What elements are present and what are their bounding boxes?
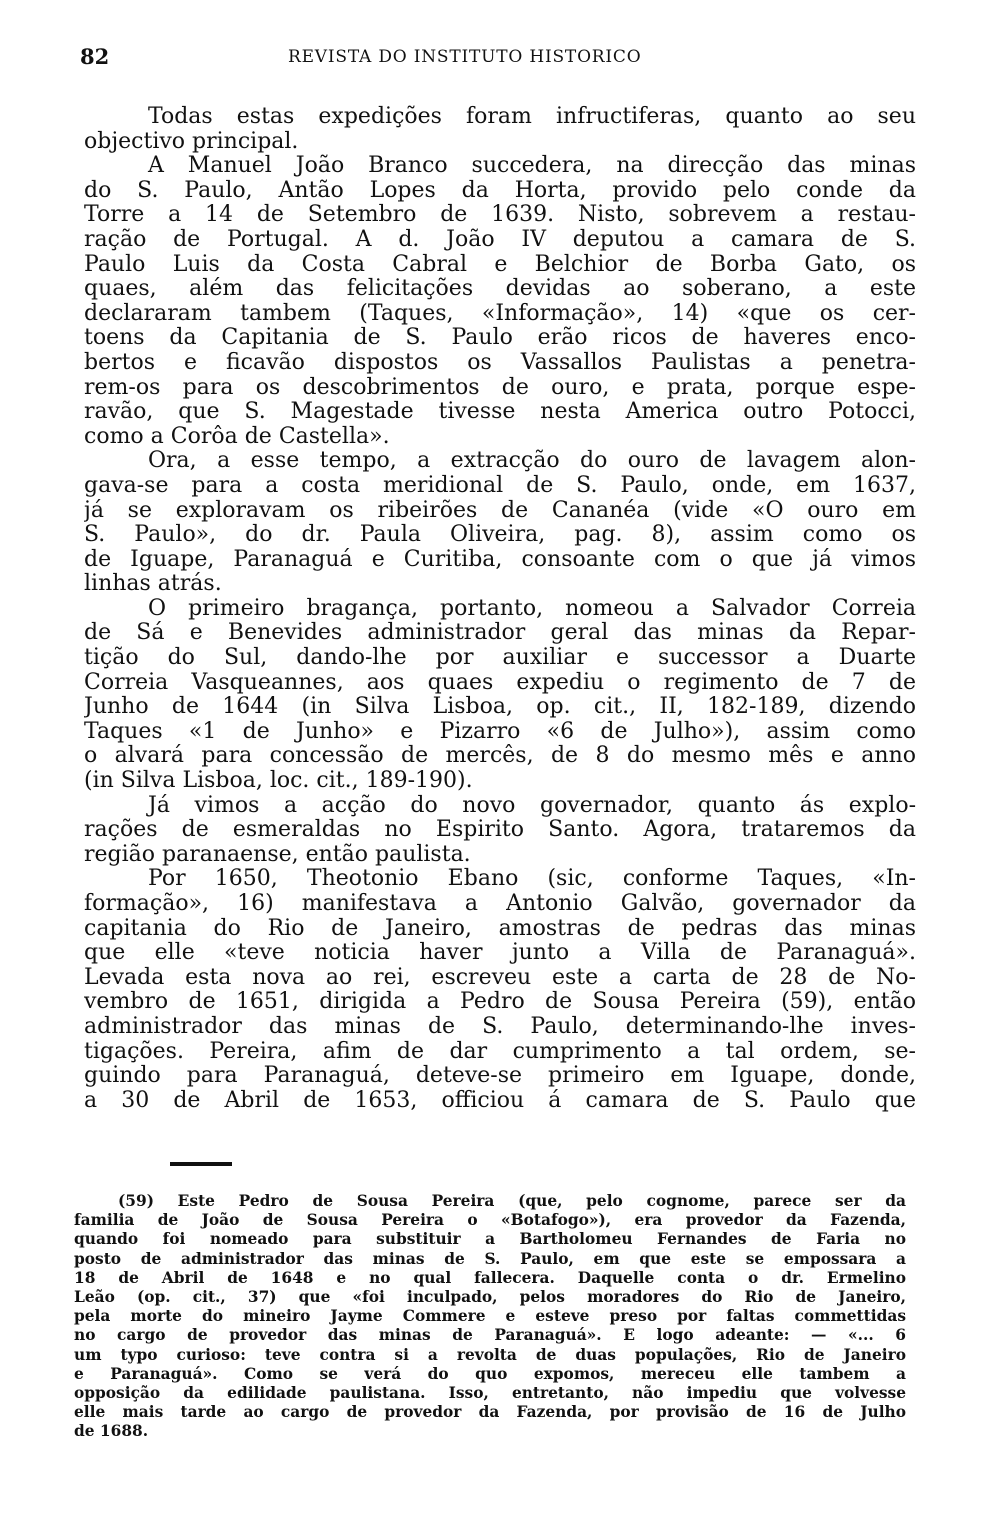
text-line: objectivo principal.: [84, 129, 299, 154]
footnote-line: Leão (op. cit., 37) que «foi inculpado, pelos moradores do Rio de Janeiro,: [74, 1287, 906, 1306]
text-line: S. Paulo», do dr. Paula Oliveira, pag. 8), assim como os: [84, 523, 916, 548]
text-line: região paranaense, então paulista.: [84, 842, 471, 867]
text-line: Já vimos a acção do novo governador, quanto ás explo-: [148, 793, 916, 818]
text-line: Junho de 1644 (in Silva Lisboa, op. cit., II, 182-189, dizendo: [84, 695, 916, 720]
footnote-line: (59) Este Pedro de Sousa Pereira (que, pelo cognome, parece ser da: [118, 1192, 906, 1210]
text-line: tição do Sul, dando-lhe por auxiliar e successor a Duarte: [84, 646, 916, 671]
text-line: (in Silva Lisboa, loc. cit., 189-190).: [84, 769, 473, 794]
text-line: já se exploravam os ribeirões de Cananéa (vide «O ouro em: [84, 498, 916, 523]
text-line: Ora, a esse tempo, a extracção do ouro de lavagem alon-: [148, 449, 916, 474]
footnote-line: 18 de Abril de 1648 e no qual fallecera. Daquelle conta o dr. Ermelino: [74, 1268, 906, 1287]
footnote-separator: [170, 1162, 232, 1166]
text-line: Todas estas expedições foram infructiferas, quanto ao seu: [148, 105, 916, 129]
text-line: rações de esmeraldas no Espirito Santo. Agora, trataremos da: [84, 818, 916, 843]
text-line: Levada esta nova ao rei, escreveu este a carta de 28 de No-: [84, 965, 916, 990]
text-line: Paulo Luis da Costa Cabral e Belchior de Borba Gato, os: [84, 252, 916, 277]
footnote-line: opposição da edilidade paulistana. Isso, entretanto, não impediu que volvesse: [74, 1383, 906, 1402]
text-line: toens da Capitania de S. Paulo erão ricos de haveres enco-: [84, 326, 916, 351]
text-line: de Iguape, Paranaguá e Curitiba, consoante com o que já vimos: [84, 547, 916, 572]
footnotes: [74, 1192, 906, 1441]
text-line: a 30 de Abril de 1653, officiou á camara de S. Paulo que: [84, 1088, 916, 1113]
page-header: [80, 44, 920, 74]
footnote-line: familia de João de Sousa Pereira o «Botafogo»), era provedor da Fazenda,: [74, 1211, 906, 1230]
text-line: Torre a 14 de Setembro de 1639. Nisto, sobrevem a restau-: [84, 203, 916, 228]
text-line: guindo para Paranaguá, deteve-se primeiro em Iguape, donde,: [84, 1064, 916, 1089]
footnote-line: pela morte do mineiro Jayme Commere e esteve preso por faltas commettidas: [74, 1307, 906, 1326]
text-line: como a Corôa de Castella».: [84, 424, 390, 449]
page-number: 82: [80, 44, 110, 69]
footnote-line: elle mais tarde ao cargo de provedor da Fazenda, por provisão de 16 de Julho: [74, 1403, 906, 1422]
text-line: capitania do Rio de Janeiro, amostras de pedras das minas: [84, 916, 916, 941]
text-line: gava-se para a costa meridional de S. Paulo, onde, em 1637,: [84, 473, 916, 498]
footnote-line: e Paranaguá». Como se verá do quo expomos, mereceu elle tambem a: [74, 1364, 906, 1383]
footnote-line: de 1688.: [74, 1422, 149, 1441]
text-line: ravão, que S. Magestade tivesse nesta America outro Potocci,: [84, 400, 916, 425]
running-title: REVISTA DO INSTITUTO HISTORICO: [288, 47, 642, 67]
text-line: vembro de 1651, dirigida a Pedro de Sousa Pereira (59), então: [84, 990, 916, 1015]
footnote-line: um typo curioso: teve contra si a revolta de duas populações, Rio de Janeiro: [74, 1345, 906, 1364]
text-line: Taques «1 de Junho» e Pizarro «6 de Julho»), assim como: [84, 719, 916, 744]
text-line: o alvará para concessão de mercês, de 8 do mesmo mês e anno: [84, 744, 916, 769]
text-line: rem-os para os descobrimentos de ouro, e prata, porque espe-: [84, 375, 916, 400]
text-line: bertos e ficavão dispostos os Vassallos Paulistas a penetra-: [84, 350, 916, 375]
text-line: ração de Portugal. A d. João IV deputou a camara de S.: [84, 227, 916, 252]
text-line: Por 1650, Theotonio Ebano (sic, conforme Taques, «In-: [148, 867, 916, 892]
text-line: A Manuel João Branco succedera, na direcção das minas: [148, 154, 916, 179]
footnote-line: posto de administrador das minas de S. Paulo, em que este se empossara a: [74, 1249, 906, 1268]
text-line: que elle «teve noticia haver junto a Villa de Paranaguá».: [84, 941, 916, 966]
footnote-line: quando foi nomeado para substituir a Bartholomeu Fernandes de Faria no: [74, 1230, 906, 1249]
text-line: administrador das minas de S. Paulo, determinando-lhe inves-: [84, 1014, 916, 1039]
text-line: O primeiro bragança, portanto, nomeou a Salvador Correia: [148, 596, 916, 621]
text-line: quaes, além das felicitações devidas ao soberano, a este: [84, 277, 916, 302]
body-text: [84, 105, 916, 1113]
text-line: declararam tambem (Taques, «Informação», 14) «que os cer-: [84, 301, 916, 326]
text-line: do S. Paulo, Antão Lopes da Horta, provido pelo conde da: [84, 178, 916, 203]
text-line: linhas atrás.: [84, 572, 222, 597]
footnote-line: no cargo de provedor das minas de Paranaguá». E logo adeante: — «... 6: [74, 1326, 906, 1345]
text-line: tigações. Pereira, afim de dar cumprimento a tal ordem, se-: [84, 1039, 916, 1064]
text-line: Correia Vasqueannes, aos quaes expediu o regimento de 7 de: [84, 670, 916, 695]
text-line: de Sá e Benevides administrador geral das minas da Repar-: [84, 621, 916, 646]
text-line: formação», 16) manifestava a Antonio Galvão, governador da: [84, 892, 916, 916]
